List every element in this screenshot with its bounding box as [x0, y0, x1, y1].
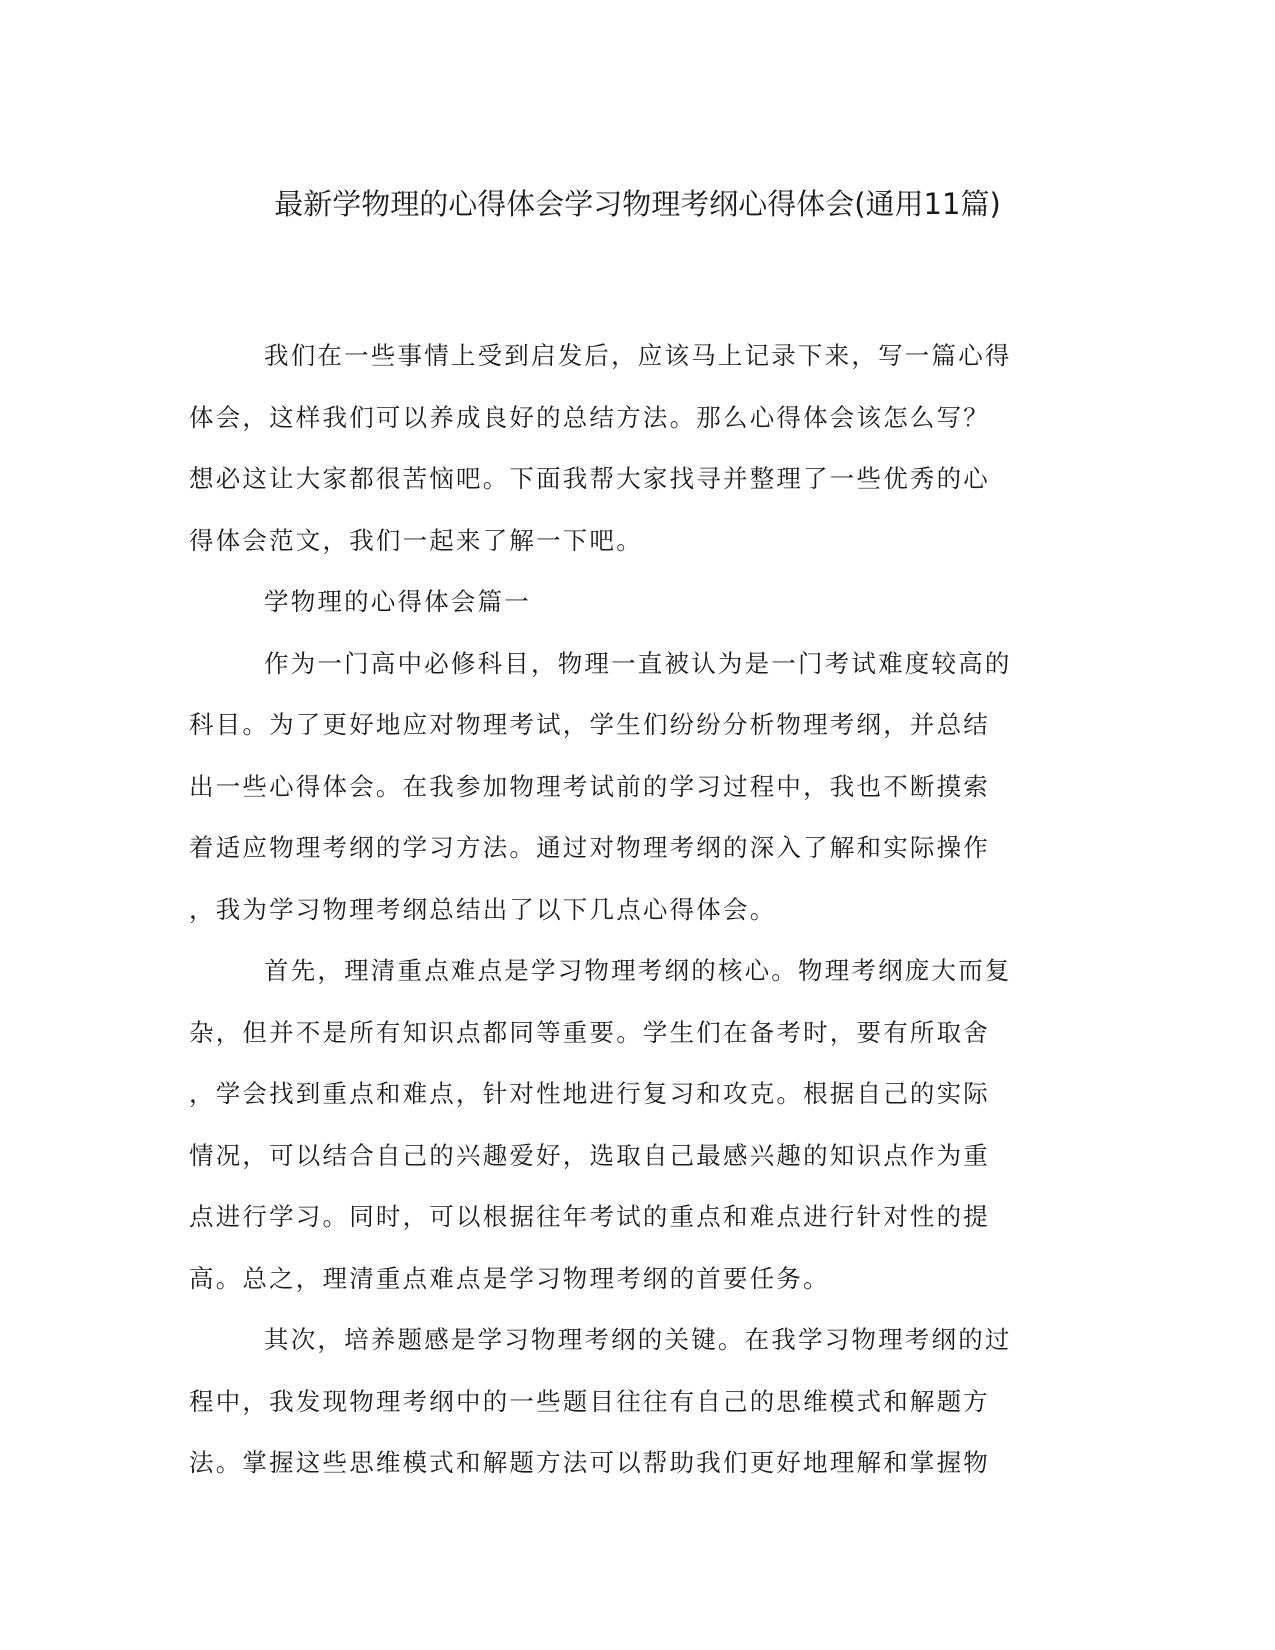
paragraph-line: 作为一门高中必修科目，物理一直被认为是一门考试难度较高的 [264, 648, 1012, 678]
paragraph-line: 我们在一些事情上受到启发后，应该马上记录下来，写一篇心得 [264, 341, 1012, 370]
section-heading: 学物理的心得体会篇一 [264, 587, 531, 616]
document-title: 最新学物理的心得体会学习物理考纲心得体会(通用11篇) [274, 187, 1001, 221]
paragraph-line: 出一些心得体会。在我参加物理考试前的学习过程中，我也不断摸索 [189, 771, 990, 801]
paragraph-line: 情况，可以结合自己的兴趣爱好，选取自己最感兴趣的知识点作为重 [189, 1140, 990, 1170]
document-body [189, 325, 1069, 1494]
paragraph-line: 程中，我发现物理考纲中的一些题目往往有自己的思维模式和解题方 [189, 1386, 990, 1416]
paragraph-line: 高。总之，理清重点难点是学习物理考纲的首要任务。 [189, 1263, 830, 1293]
paragraph-line: ，我为学习物理考纲总结出了以下几点心得体会。 [189, 894, 777, 924]
paragraph-line: 想必这让大家都很苦恼吧。下面我帮大家找寻并整理了一些优秀的心 [189, 464, 990, 493]
paragraph-line: 首先，理清重点难点是学习物理考纲的核心。物理考纲庞大而复 [264, 956, 1012, 985]
paragraph-line: 其次，培养题感是学习物理考纲的关键。在我学习物理考纲的过 [264, 1325, 1012, 1354]
paragraph-line: 着适应物理考纲的学习方法。通过对物理考纲的深入了解和实际操作 [189, 833, 990, 862]
paragraph-line: 体会，这样我们可以养成良好的总结方法。那么心得体会该怎么写？ [189, 402, 990, 432]
paragraph-line: 科目。为了更好地应对物理考试，学生们纷纷分析物理考纲，并总结 [189, 710, 990, 739]
paragraph-line: 法。掌握这些思维模式和解题方法可以帮助我们更好地理解和掌握物 [189, 1448, 990, 1477]
paragraph-line: 点进行学习。同时，可以根据往年考试的重点和难点进行针对性的提 [189, 1202, 990, 1231]
paragraph-line: 杂，但并不是所有知识点都同等重要。学生们在备考时，要有所取舍 [189, 1017, 990, 1047]
paragraph-line: 得体会范文，我们一起来了解一下吧。 [189, 525, 643, 555]
paragraph-line: ，学会找到重点和难点，针对性地进行复习和攻克。根据自己的实际 [189, 1079, 990, 1108]
